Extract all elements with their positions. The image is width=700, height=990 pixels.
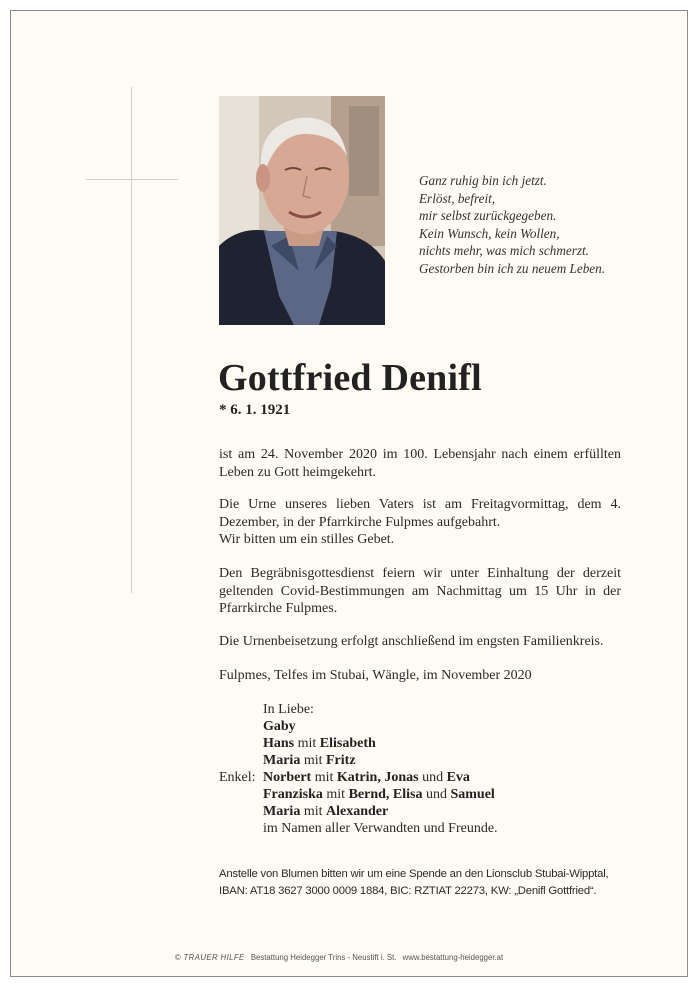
family-member: Eva: [446, 770, 470, 785]
cross-horizontal-line: [86, 179, 178, 180]
donation-line: Anstelle von Blumen bitten wir um eine Spende an den Lionsclub Stubai-Wipptal,: [219, 868, 609, 880]
birth-date: * 6. 1. 1921: [219, 402, 291, 418]
place-date-line: Fulpmes, Telfes im Stubai, Wängle, im November 2020: [219, 668, 532, 683]
urn-viewing-text: Die Urne unseres lieben Vaters ist am Freitagvormittag, dem 4. Dezember, in der Pfarrkirche Fulpmes aufgebahrt.: [219, 497, 621, 530]
deceased-name: Gottfried Denifl: [218, 357, 482, 399]
poem-line: Erlöst, befreit,: [419, 190, 496, 206]
family-member: Samuel: [450, 787, 495, 802]
donation-line: IBAN: AT18 3627 3000 0009 1884, BIC: RZTIAT 22273, KW: „Denifl Gottfried“.: [219, 885, 597, 897]
family-member: Gaby: [263, 719, 296, 734]
poem-line: Ganz ruhig bin ich jetzt.: [419, 173, 547, 188]
family-member: Alexander: [326, 804, 389, 819]
company-info: Bestattung Heidegger Trins - Neustift i. St.: [250, 953, 397, 962]
family-member: Franziska: [263, 787, 323, 802]
family-member: Elisabeth: [319, 736, 376, 751]
family-member: Maria: [263, 753, 301, 768]
family-member: Maria: [263, 804, 301, 819]
closing-line: im Namen aller Verwandten und Freunde.: [263, 821, 498, 836]
poem: [419, 172, 659, 277]
poem-line: Kein Wunsch, kein Wollen,: [419, 225, 560, 241]
poem-line: nichts mehr, was mich schmerzt.: [419, 243, 589, 258]
family-member: Hans: [263, 736, 295, 751]
donation-note: [219, 866, 629, 900]
family-member: Katrin, Jonas: [336, 770, 419, 785]
death-announcement: ist am 24. November 2020 im 100. Lebensjahr nach einem erfüllten Leben zu Gott heimgekehrt.: [219, 447, 621, 480]
family-member: Bernd, Elisa: [348, 787, 423, 802]
urn-viewing-paragraph: [219, 496, 621, 549]
enkel-label: Enkel:: [219, 770, 256, 785]
funeral-service-paragraph: Den Begräbnisgottesdienst feiern wir unter Einhaltung der derzeit geltenden Covid-Bestimmungen am Nachmittag um 15 Uhr in der Pfarrkirche Fulpmes.: [219, 566, 621, 616]
cross-vertical-line: [131, 87, 132, 593]
poem-line: mir selbst zurückgegeben.: [419, 208, 557, 223]
poem-line: Gestorben bin ich zu neuem Leben.: [419, 260, 606, 276]
portrait-photo: [219, 96, 385, 325]
trauer-hilfe-logo: © TRAUER HILFE: [174, 953, 245, 962]
website-link[interactable]: www.bestattung-heidegger.at: [402, 953, 504, 962]
family-member: Norbert: [263, 770, 312, 785]
urn-burial-paragraph: Die Urnenbeisetzung erfolgt anschließend im engsten Familienkreis.: [219, 634, 604, 649]
family-member: Fritz: [326, 753, 356, 768]
in-liebe-label: In Liebe:: [263, 702, 314, 717]
prayer-request: Wir bitten um ein stilles Gebet.: [219, 532, 395, 547]
footer: [0, 953, 678, 962]
